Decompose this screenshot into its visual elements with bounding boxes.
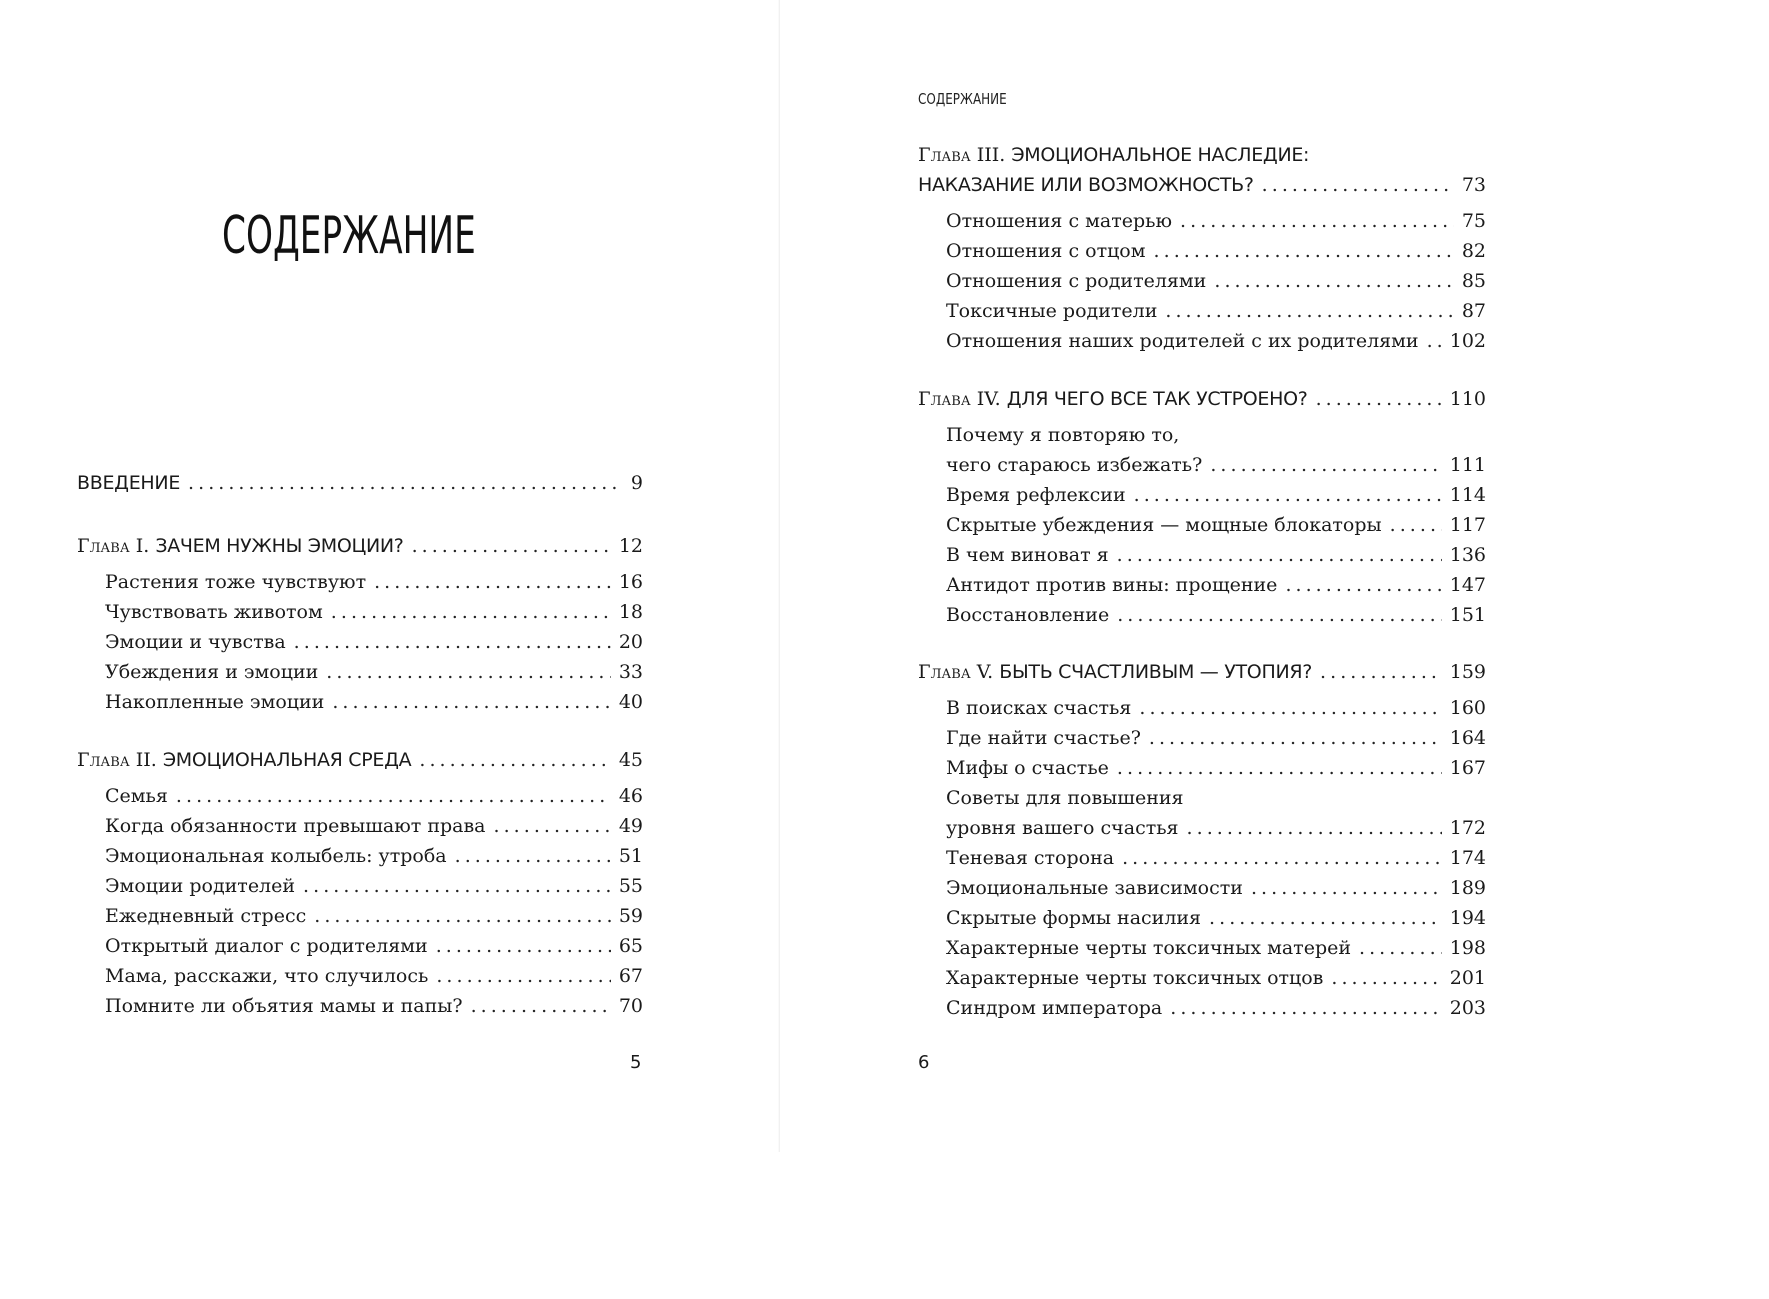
toc-page-number: 147 xyxy=(1449,574,1486,596)
toc-page-number: 70 xyxy=(618,995,643,1017)
toc-entry-title: Почему я повторяю то, xyxy=(946,424,1180,446)
chapter-title: НАКАЗАНИЕ ИЛИ ВОЗМОЖНОСТЬ? xyxy=(918,174,1254,196)
toc-entry-title: Отношения с отцом xyxy=(946,240,1146,262)
leader-dots xyxy=(436,931,611,961)
toc-entry[interactable] xyxy=(946,510,1486,540)
toc-page-number: 172 xyxy=(1449,817,1486,839)
toc-entry-title: Отношения с матерью xyxy=(946,210,1173,232)
toc-chapter-5[interactable] xyxy=(918,657,1486,687)
toc-page-number: 67 xyxy=(618,965,643,987)
leader-dots xyxy=(294,627,611,657)
toc-page-number: 55 xyxy=(618,875,643,897)
toc-entry[interactable] xyxy=(946,480,1486,510)
toc-chapter-1[interactable] xyxy=(77,531,643,561)
toc-page-number: 174 xyxy=(1449,847,1486,869)
toc-entry[interactable] xyxy=(946,843,1486,873)
toc-page-number: 16 xyxy=(618,571,643,593)
toc-page-number: 117 xyxy=(1449,514,1486,536)
toc-page-number: 33 xyxy=(618,661,643,683)
page-title: СОДЕРЖАНИЕ xyxy=(222,206,476,266)
toc-page-number: 151 xyxy=(1449,604,1486,626)
toc-page-number: 59 xyxy=(618,905,643,927)
toc-entry-title: Скрытые убеждения — мощные блокаторы xyxy=(946,514,1382,536)
toc-page-number: 189 xyxy=(1449,877,1486,899)
leader-dots xyxy=(188,468,619,498)
toc-entry[interactable] xyxy=(105,991,643,1021)
leader-dots xyxy=(331,597,611,627)
leader-dots xyxy=(314,901,611,931)
toc-page-number: 85 xyxy=(1461,270,1486,292)
toc-entry-title: Растения тоже чувствуют xyxy=(105,571,367,593)
toc-entry-title: Открытый диалог с родителями xyxy=(105,935,428,957)
toc-entry-title: Семья xyxy=(105,785,168,807)
toc-entry-title: Помните ли объятия мамы и папы? xyxy=(105,995,463,1017)
leader-dots xyxy=(1180,206,1454,236)
chapter-label: Глава I. xyxy=(77,535,150,557)
toc-entry[interactable] xyxy=(946,266,1486,296)
toc-entry-title: Отношения наших родителей с их родителями xyxy=(946,330,1419,352)
leader-dots xyxy=(1187,813,1442,843)
toc-entry[interactable] xyxy=(946,570,1486,600)
leader-dots xyxy=(1122,843,1442,873)
toc-entry[interactable] xyxy=(946,326,1486,356)
toc-chapter-3[interactable] xyxy=(918,170,1486,200)
toc-right xyxy=(780,0,1548,1152)
toc-chapter-4[interactable] xyxy=(918,384,1486,414)
leader-dots xyxy=(1165,296,1453,326)
toc-entry[interactable] xyxy=(105,657,643,687)
toc-page-number: 194 xyxy=(1449,907,1486,929)
toc-entry-title: Советы для повышения xyxy=(946,787,1184,809)
toc-page-number: 110 xyxy=(1449,388,1486,410)
right-page xyxy=(780,0,1548,1152)
leader-dots xyxy=(1139,693,1441,723)
leader-dots xyxy=(494,811,611,841)
toc-entry[interactable] xyxy=(105,627,643,657)
running-head: СОДЕРЖАНИЕ xyxy=(918,90,1007,108)
toc-entry-title: Эмоциональная колыбель: утроба xyxy=(105,845,447,867)
toc-page-number: 201 xyxy=(1449,967,1486,989)
toc-page-number: 65 xyxy=(618,935,643,957)
leader-dots xyxy=(1149,723,1442,753)
leader-dots xyxy=(303,871,611,901)
toc-entry-title: В чем виноват я xyxy=(946,544,1109,566)
toc-entry-title: Токсичные родители xyxy=(946,300,1158,322)
chapter-label: Глава III. xyxy=(918,144,1006,166)
toc-chapter-2[interactable] xyxy=(77,745,643,775)
toc-entry[interactable] xyxy=(946,600,1486,630)
leader-dots xyxy=(326,657,611,687)
toc-entry[interactable] xyxy=(105,931,643,961)
toc-page-number: 160 xyxy=(1449,697,1486,719)
toc-entry-line1[interactable] xyxy=(946,783,1486,813)
toc-entry[interactable] xyxy=(105,961,643,991)
toc-entry[interactable] xyxy=(946,296,1486,326)
chapter-title: ЭМОЦИОНАЛЬНАЯ СРЕДА xyxy=(162,749,412,771)
leader-dots xyxy=(1427,326,1442,356)
leader-dots xyxy=(1117,600,1442,630)
toc-page-number: 46 xyxy=(618,785,643,807)
leader-dots xyxy=(1251,873,1442,903)
toc-entry-title: Антидот против вины: прощение xyxy=(946,574,1278,596)
leader-dots xyxy=(1154,236,1454,266)
toc-entry[interactable] xyxy=(946,963,1486,993)
leader-dots xyxy=(374,567,611,597)
toc-page-number: 102 xyxy=(1449,330,1486,352)
toc-entry-title: Характерные черты токсичных отцов xyxy=(946,967,1324,989)
toc-entry-title: Эмоциональные зависимости xyxy=(946,877,1243,899)
toc-entry[interactable] xyxy=(946,540,1486,570)
toc-entry[interactable] xyxy=(105,687,643,717)
toc-page-number: 9 xyxy=(630,472,643,494)
left-page xyxy=(0,0,780,1152)
leader-dots xyxy=(1262,170,1454,200)
toc-page-number: 20 xyxy=(618,631,643,653)
toc-entry-title: Мама, расскажи, что случилось xyxy=(105,965,429,987)
leader-dots xyxy=(1134,480,1442,510)
toc-entry-title: В поисках счастья xyxy=(946,697,1132,719)
toc-page-number: 114 xyxy=(1449,484,1486,506)
toc-entry-title: уровня вашего счастья xyxy=(946,817,1179,839)
leader-dots xyxy=(471,991,611,1021)
toc-entry[interactable] xyxy=(946,753,1486,783)
chapter-title: ДЛЯ ЧЕГО ВСЕ ТАК УСТРОЕНО? xyxy=(1006,388,1308,410)
toc-page-number: 49 xyxy=(618,815,643,837)
toc-entry-title: ВВЕДЕНИЕ xyxy=(77,472,181,494)
toc-entry[interactable] xyxy=(946,206,1486,236)
toc-entry[interactable] xyxy=(946,813,1486,843)
leader-dots xyxy=(1170,993,1441,1023)
toc-page-number: 203 xyxy=(1449,997,1486,1019)
toc-entry-title: Эмоции и чувства xyxy=(105,631,286,653)
toc-left xyxy=(0,0,780,1152)
chapter-label: Глава IV. xyxy=(918,388,1001,410)
leader-dots xyxy=(1210,450,1441,480)
leader-dots xyxy=(1117,753,1442,783)
chapter-title: ЗАЧЕМ НУЖНЫ ЭМОЦИИ? xyxy=(155,535,404,557)
chapter-label: Глава II. xyxy=(77,749,157,771)
toc-entry-title: Восстановление xyxy=(946,604,1110,626)
toc-entry[interactable] xyxy=(946,236,1486,266)
leader-dots xyxy=(436,961,610,991)
toc-entry[interactable] xyxy=(105,811,643,841)
toc-entry-line1[interactable] xyxy=(946,420,1486,450)
page-number: 6 xyxy=(918,1052,930,1073)
toc-entry-title: Убеждения и эмоции xyxy=(105,661,319,683)
toc-page-number: 111 xyxy=(1449,454,1486,476)
leader-dots xyxy=(332,687,610,717)
chapter-label: Глава V. xyxy=(918,661,994,683)
toc-entry[interactable] xyxy=(946,693,1486,723)
toc-entry-title: Скрытые формы насилия xyxy=(946,907,1202,929)
leader-dots xyxy=(419,745,610,775)
toc-entry[interactable] xyxy=(105,901,643,931)
toc-entry-title: Теневая сторона xyxy=(946,847,1115,869)
toc-page-number: 51 xyxy=(618,845,643,867)
chapter-title: ЭМОЦИОНАЛЬНОЕ НАСЛЕДИЕ: xyxy=(1011,144,1310,166)
toc-chapter-3-line1[interactable] xyxy=(918,140,1486,170)
toc-entry[interactable] xyxy=(105,597,643,627)
toc-page-number: 75 xyxy=(1461,210,1486,232)
leader-dots xyxy=(1214,266,1453,296)
leader-dots xyxy=(1285,570,1441,600)
toc-entry-title: Эмоции родителей xyxy=(105,875,296,897)
toc-entry[interactable] xyxy=(946,723,1486,753)
toc-entry-title: чего стараюсь избежать? xyxy=(946,454,1203,476)
toc-page-number: 167 xyxy=(1449,757,1486,779)
toc-entry-introduction[interactable] xyxy=(77,468,643,498)
toc-entry-title: Чувствовать животом xyxy=(105,601,323,623)
leader-dots xyxy=(1331,963,1441,993)
toc-entry[interactable] xyxy=(946,993,1486,1023)
toc-entry-title: Когда обязанности превышают права xyxy=(105,815,486,837)
chapter-title: БЫТЬ СЧАСТЛИВЫМ — УТОПИЯ? xyxy=(999,661,1313,683)
toc-entry[interactable] xyxy=(946,933,1486,963)
leader-dots xyxy=(1320,657,1442,687)
toc-entry-title: Отношения с родителями xyxy=(946,270,1207,292)
leader-dots xyxy=(1117,540,1442,570)
toc-entry[interactable] xyxy=(946,903,1486,933)
leader-dots xyxy=(176,781,611,811)
toc-page-number: 136 xyxy=(1449,544,1486,566)
toc-entry[interactable] xyxy=(105,781,643,811)
leader-dots xyxy=(1209,903,1442,933)
toc-entry[interactable] xyxy=(105,871,643,901)
leader-dots xyxy=(1390,510,1442,540)
leader-dots xyxy=(1316,384,1442,414)
toc-entry-title: Синдром императора xyxy=(946,997,1163,1019)
toc-entry-title: Характерные черты токсичных матерей xyxy=(946,937,1352,959)
toc-entry[interactable] xyxy=(946,450,1486,480)
toc-entry-title: Мифы о счастье xyxy=(946,757,1109,779)
toc-page-number: 45 xyxy=(618,749,643,771)
toc-entry-title: Накопленные эмоции xyxy=(105,691,325,713)
page-number: 5 xyxy=(630,1052,642,1073)
toc-page-number: 12 xyxy=(618,535,643,557)
toc-page-number: 18 xyxy=(618,601,643,623)
toc-entry[interactable] xyxy=(105,567,643,597)
toc-entry[interactable] xyxy=(105,841,643,871)
toc-entry[interactable] xyxy=(946,873,1486,903)
leader-dots xyxy=(412,531,611,561)
leader-dots xyxy=(1359,933,1442,963)
toc-page-number: 164 xyxy=(1449,727,1486,749)
toc-page-number: 40 xyxy=(618,691,643,713)
toc-entry-title: Время рефлексии xyxy=(946,484,1126,506)
toc-page-number: 87 xyxy=(1461,300,1486,322)
toc-page-number: 73 xyxy=(1461,174,1486,196)
leader-dots xyxy=(455,841,611,871)
toc-entry-title: Ежедневный стресс xyxy=(105,905,307,927)
toc-page-number: 198 xyxy=(1449,937,1486,959)
toc-page-number: 159 xyxy=(1449,661,1486,683)
toc-page-number: 82 xyxy=(1461,240,1486,262)
toc-entry-title: Где найти счастье? xyxy=(946,727,1141,749)
